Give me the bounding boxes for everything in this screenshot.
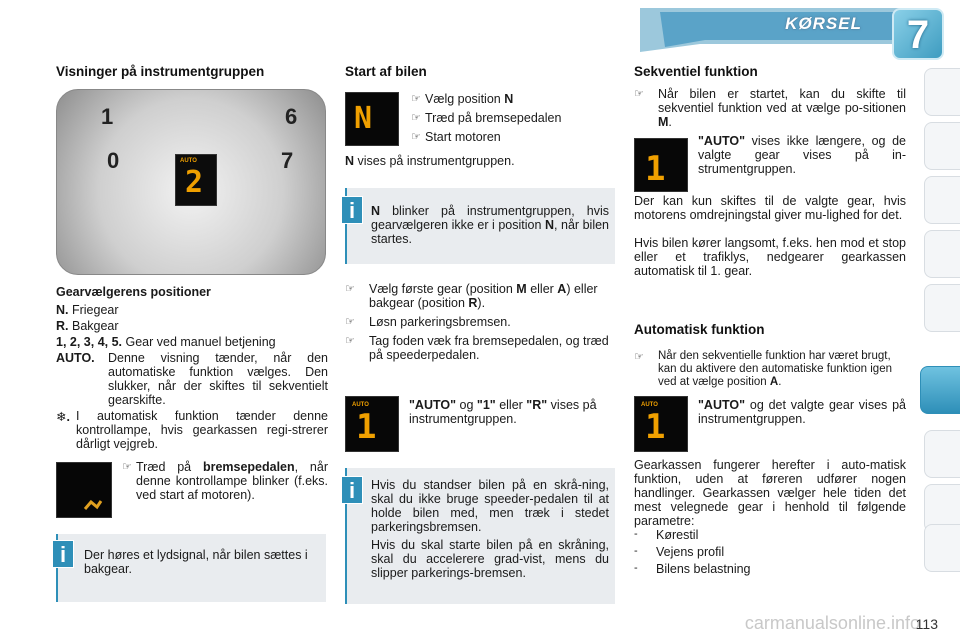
neutral-icon-letter: N [354,101,373,136]
hand-pointer-icon: ☞ [122,461,132,473]
step-text: Træd på bremsepedalen [425,111,562,125]
chapter-tab[interactable] [924,430,960,478]
instrument-gauge-image [56,89,326,275]
step-bold: A [769,376,779,388]
column-instrument-display [56,60,329,576]
auto-bold: "AUTO" [698,398,746,412]
auto-bold: "R" [526,398,548,412]
hand-pointer-icon: ☞ [345,335,355,347]
auto-display-text [409,398,617,426]
step-text: Start motoren [425,130,501,144]
chapter-tab-active[interactable] [920,366,960,414]
lcd-gear-value: 2 [185,165,204,200]
gauge-number: 6 [285,104,298,129]
page-header [0,0,960,60]
neutral-bold: N [345,154,355,168]
page-number: 113 [915,616,938,632]
position-text: I automatisk funktion tænder denne kontrollampe, hvis gearkassen regi-strerer dårligt vejgreb. [76,409,328,451]
hand-pointer-icon: ☞ [411,93,421,105]
section-heading: Visninger på instrumentgruppen [56,64,265,79]
info-box-reverse-signal [56,534,326,602]
info-text: blinker på instrumentgruppen, hvis gearvælgeren ikke er i position [371,204,609,232]
step-text: . [668,115,672,129]
step-text: eller [526,282,558,296]
step-text-bold: N [504,92,514,106]
section-heading: Start af bilen [345,64,427,79]
auto-gear-lcd-icon [634,396,688,452]
step-text: ). [477,296,486,310]
step-text: Når bilen er startet, kan du skifte til sekventiel funktion ved at vælge po-sitionen [658,87,906,115]
auto-text: eller [495,398,527,412]
watermark: carmanualsonline.info [744,613,920,633]
step-text: Løsn parkeringsbremsen. [369,315,511,329]
step-text: Når den sekventielle funktion har været brugt, kan du aktivere den automatiske funktion igen ved at vælge position [658,350,892,388]
sequential-paragraph: Der kan kun skiftes til de valgte gear, hvis motorens omdrejningstal giver mu-lighed for det. [634,194,906,222]
neutral-display-text [345,154,515,168]
positions-heading: Gearvælgerens positioner [56,285,211,299]
hand-pointer-icon: ☞ [345,283,355,295]
dash-marker: - [634,528,638,540]
auto-gear-lcd-icon [345,396,399,452]
brake-instruction [122,460,328,502]
position-key: N. [56,303,69,317]
neutral-lcd-icon [345,92,399,146]
lcd-auto-label: AUTO [180,158,197,164]
lcd-gear-value: 1 [356,407,377,447]
chapter-number-badge [892,8,944,60]
step-text: Vælg position [425,92,501,106]
automatic-step [634,350,906,389]
lcd-gear-value: 1 [645,149,666,189]
positions-list [56,303,328,451]
hand-pointer-icon: ☞ [634,351,644,363]
brake-text-bold: bremsepedalen [202,460,295,474]
sequential-paragraph: Hvis bilen kører langsomt, f.eks. hen mod et stop eller et trafiklys, nedgearer gearkassen automatisk til 1. gear. [634,236,906,278]
position-key: AUTO. [56,351,95,365]
chapter-tabs [920,68,960,568]
section-heading: Sekventiel funktion [634,64,758,79]
gauge-number: 1 [101,104,114,129]
parameter-item: Bilens belastning [656,562,751,576]
chapter-tab[interactable] [924,68,960,116]
chapter-tab[interactable] [924,122,960,170]
brake-text: Træd på [136,460,192,474]
gear-steps [345,282,617,367]
position-text: Gear ved manuel betjening [125,335,276,349]
position-text: Bakgear [71,319,119,333]
neutral-text: vises på instrumentgruppen. [354,154,515,168]
step-text: . [778,376,782,388]
chapter-tab[interactable] [924,230,960,278]
info-text: Der høres et lydsignal, når bilen sættes i bakgear. [84,548,308,576]
info-icon: i [341,476,363,504]
info-bold: N [371,204,381,218]
info-icon: i [52,540,74,568]
hand-pointer-icon: ☞ [634,88,644,100]
parameters-list [634,528,751,579]
chapter-tab[interactable] [924,176,960,224]
sequential-gear-lcd-icon [634,138,688,192]
auto-bold: "AUTO" [409,398,457,412]
auto-text: vises ikke længere, og de valgte gear vises på in-strumentgruppen. [698,134,906,176]
step-bold: R [468,296,478,310]
info-bold: N [544,218,554,232]
auto-bold: "AUTO" [698,134,746,148]
step-text: Tag foden væk fra bremsepedalen, og træd på speederpedalen. [369,334,609,362]
automatic-auto-text [698,398,906,426]
auto-bold: "1" [476,398,496,412]
hand-pointer-icon: ☞ [411,112,421,124]
info-text: , når bilen startes. [371,218,609,246]
info-text: Hvis du standser bilen på en skrå-ning, skal du ikke bruge speeder-pedalen til at holde bilen med, men træk i stedet parkeringsbremsen. [371,478,609,534]
step-bold: M [516,282,527,296]
lcd-auto-label: AUTO [641,402,658,408]
position-key: ❄. [56,410,70,424]
position-key: R. [56,319,69,333]
parameter-item: Kørestil [656,528,699,542]
lcd-gear-value: 1 [645,407,666,447]
step-bold: A [557,282,567,296]
chapter-number: 7 [906,13,930,57]
brake-warning-icon [56,462,112,518]
automatic-paragraph: Gearkassen fungerer herefter i auto-matisk funktion, uden at føreren udfører nogen handlinger. Gearkassen vælger hele tiden det mest velegnede gear i henhold til følgende parametre: [634,458,906,528]
auto-text: og det valgte gear vises på instrumentgruppen. [698,398,906,426]
info-text: Hvis du skal starte bilen på en skråning, skal du accelerere grad-vist, mens du slipper parkerings-bremsen. [371,538,609,580]
info-icon: i [341,196,363,224]
position-text: Denne visning tænder, når den automatiske funktion vælges. Den slukker, når der skiftes til sekventielt gearskifte. [108,351,328,407]
info-box-neutral-blink [345,188,615,264]
section-heading: Automatisk funktion [634,322,765,337]
column-sequential [634,60,906,576]
dash-marker: - [634,545,638,557]
step-bold: M [658,115,669,129]
position-text: Friegear [71,303,119,317]
hand-pointer-icon: ☞ [345,316,355,328]
start-steps [411,92,561,149]
parameter-item: Vejens profil [656,545,725,559]
dash-marker: - [634,562,638,574]
position-key: 1, 2, 3, 4, 5. [56,335,123,349]
hand-pointer-icon: ☞ [411,131,421,143]
gear-lcd-display [175,154,217,206]
chapter-tab[interactable] [924,524,960,572]
auto-text: vises på instrumentgruppen. [409,398,597,426]
chapter-title: KØRSEL [785,14,862,33]
lcd-auto-label: AUTO [352,402,369,408]
sequential-auto-text [698,134,906,176]
gauge-number: 7 [281,148,294,173]
column-start-vehicle [345,60,617,580]
step-text: ) eller bakgear (position [369,282,598,310]
chapter-tab[interactable] [924,284,960,332]
brake-text: , når denne kontrollampe blinker (f.eks. ved start af motoren). [136,460,329,502]
gauge-number: 0 [107,148,120,173]
auto-text: og [456,398,477,412]
info-box-hill [345,468,615,604]
step-text: Vælg første gear (position [369,282,517,296]
sequential-step [634,87,906,129]
